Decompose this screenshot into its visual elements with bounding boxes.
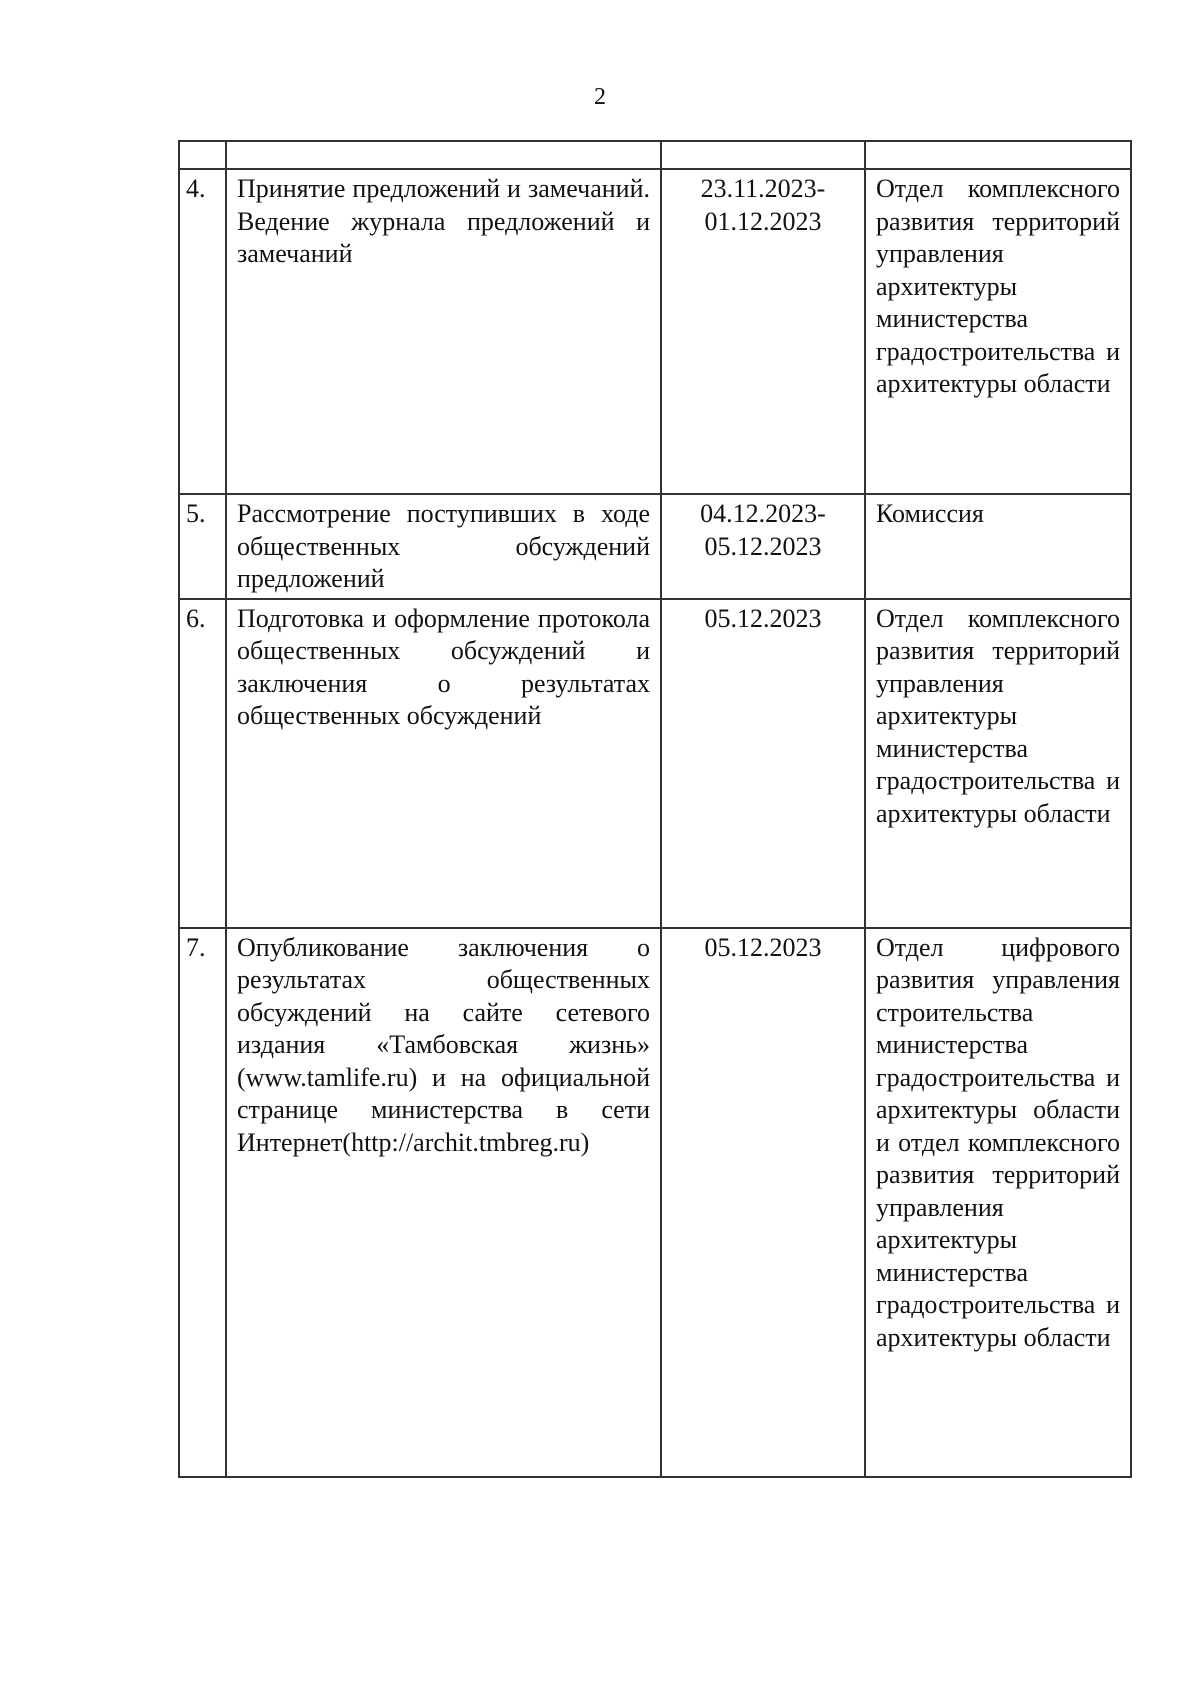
stage-description: Принятие предложений и замечаний. Ведение журнала предложений и замечаний [226,169,661,494]
stage-description: Подготовка и оформление протокола общественных обсуждений и заключения о результатах общественных обсуждений [226,599,661,928]
table-row [179,599,1131,928]
row-number: 4. [179,169,226,494]
schedule-table [178,140,1132,1478]
stub-cell [661,141,865,169]
table-header-stub-row [179,141,1131,169]
stage-date: 05.12.2023 [661,928,865,1477]
page-number: 2 [594,84,606,110]
stub-cell [226,141,661,169]
stage-date: 23.11.2023-01.12.2023 [661,169,865,494]
responsible-party: Отдел комплексного развития территорий управления архитектуры министерства градостроительства и архитектуры области [865,599,1131,928]
table-row [179,494,1131,599]
stage-date: 04.12.2023-05.12.2023 [661,494,865,599]
row-number: 7. [179,928,226,1477]
table-row [179,928,1131,1477]
responsible-party: Комиссия [865,494,1131,599]
responsible-party: Отдел комплексного развития территорий управления архитектуры министерства градостроительства и архитектуры области [865,169,1131,494]
row-number: 6. [179,599,226,928]
stage-description: Опубликование заключения о результатах общественных обсуждений на сайте сетевого издания «Тамбовская жизнь» (www.tamlife.ru) и на официальной странице министерства в сети Интернет(http://archit.tmbreg.ru) [226,928,661,1477]
stage-description: Рассмотрение поступивших в ходе общественных обсуждений предложений [226,494,661,599]
responsible-party: Отдел цифрового развития управления строительства министерства градостроительства и архитектуры области и отдел комплексного развития территорий управления архитектуры министерства градостроительства и архитектуры области [865,928,1131,1477]
stub-cell [865,141,1131,169]
row-number: 5. [179,494,226,599]
stage-date: 05.12.2023 [661,599,865,928]
stub-cell [179,141,226,169]
table-row [179,169,1131,494]
